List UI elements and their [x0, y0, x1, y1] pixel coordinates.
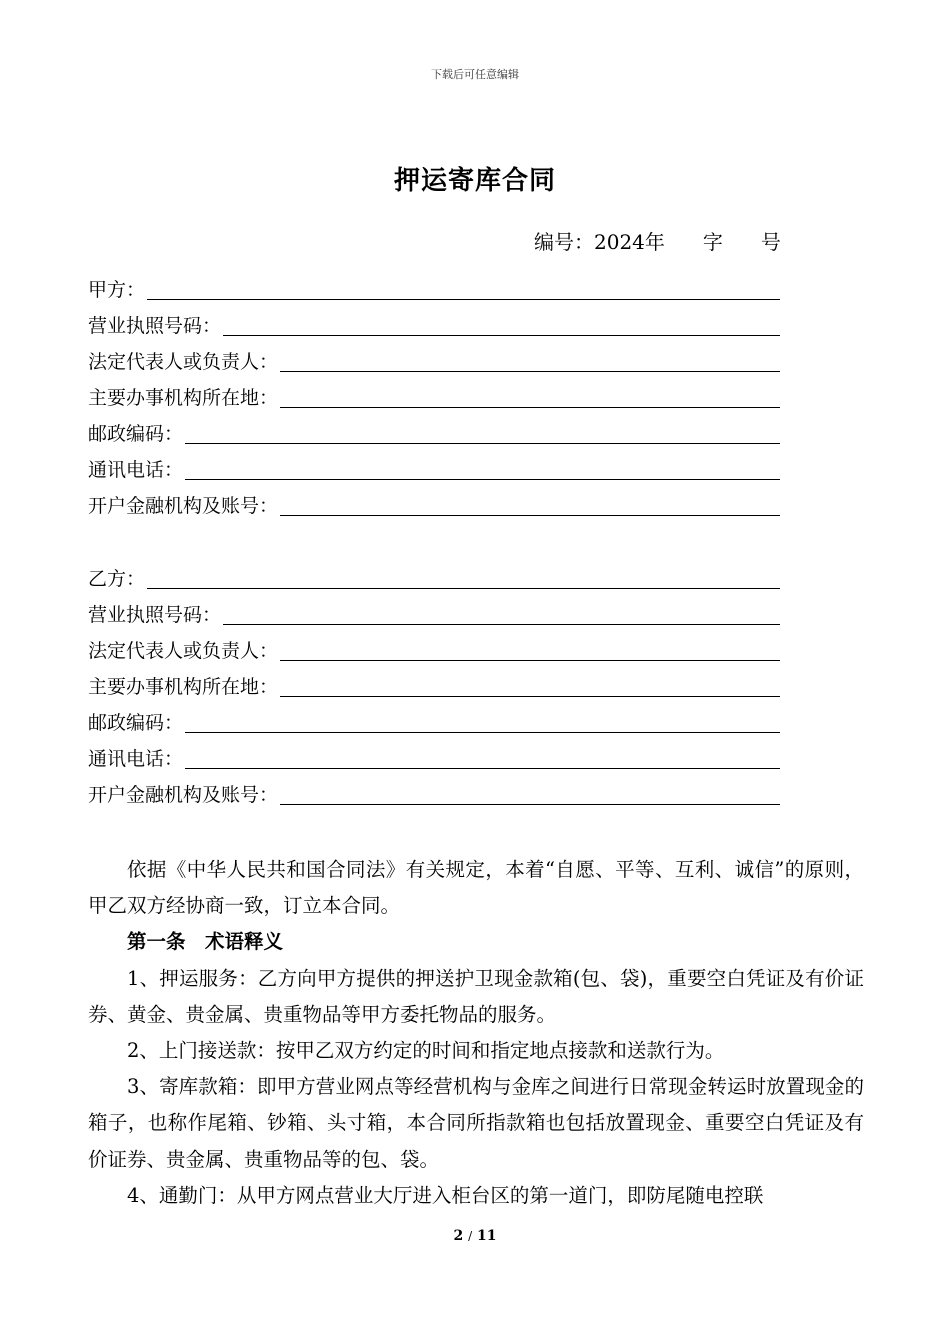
fill-line[interactable]: [280, 351, 780, 372]
article-1-item-2: 2、上门接送款：按甲乙双方约定的时间和指定地点接款和送款行为。: [127, 1039, 725, 1063]
party-a-fields: [88, 266, 780, 518]
current-page: 2: [453, 1228, 464, 1244]
party-a-representative-field[interactable]: [88, 338, 780, 374]
party-b-bank-field[interactable]: [88, 771, 780, 807]
field-label: 开户金融机构及账号：: [88, 495, 279, 517]
article-1-item-4: 4、通勤门：从甲方网点营业大厅进入柜台区的第一道门，即防尾随电控联: [127, 1183, 764, 1207]
party-a-address-field[interactable]: [88, 374, 780, 410]
fill-line[interactable]: [185, 712, 780, 733]
total-pages: 11: [477, 1228, 497, 1244]
field-label: 乙方：: [88, 568, 146, 590]
page-number: [0, 1228, 950, 1244]
number-hao: 号: [760, 230, 781, 254]
document-title: 押运寄库合同: [393, 166, 556, 196]
party-b-phone-field[interactable]: [88, 735, 780, 771]
article-1-heading: 第一条 术语释义: [127, 930, 284, 954]
fill-line[interactable]: [280, 784, 780, 805]
field-label: 主要办事机构所在地：: [88, 676, 279, 698]
fill-line[interactable]: [280, 495, 780, 516]
party-a-postcode-field[interactable]: [88, 410, 780, 446]
party-b-address-field[interactable]: [88, 663, 780, 699]
field-label: 邮政编码：: [88, 423, 184, 445]
field-label: 营业执照号码：: [88, 604, 222, 626]
article-1-item-3: 3、寄库款箱：即甲方营业网点等经营机构与金库之间进行日常现金转运时放置现金的箱子，也称作尾箱、钞箱、头寸箱，本合同所指款箱也包括放置现金、重要空白凭证及有价证券、贵金属、贵重物品等的包、袋。: [88, 1075, 864, 1171]
fill-line[interactable]: [280, 387, 780, 408]
field-label: 开户金融机构及账号：: [88, 784, 279, 806]
party-a-phone-field[interactable]: [88, 446, 780, 482]
party-a-license-field[interactable]: [88, 302, 780, 338]
fill-line[interactable]: [280, 640, 780, 661]
intro-paragraph: 依据《中华人民共和国合同法》有关规定，本着“自愿、平等、互利、诚信”的原则，甲乙双方经协商一致，订立本合同。: [88, 858, 864, 918]
field-label: 主要办事机构所在地：: [88, 387, 279, 409]
fill-line[interactable]: [223, 315, 780, 336]
field-label: 邮政编码：: [88, 712, 184, 734]
field-label: 甲方：: [88, 279, 146, 301]
party-b-name-field[interactable]: [88, 555, 780, 591]
page-separator: /: [468, 1229, 473, 1243]
field-label: 法定代表人或负责人：: [88, 351, 279, 373]
fill-line[interactable]: [185, 748, 780, 769]
field-label: 法定代表人或负责人：: [88, 640, 279, 662]
field-label: 通讯电话：: [88, 459, 184, 481]
fill-line[interactable]: [185, 423, 780, 444]
party-a-name-field[interactable]: [88, 266, 780, 302]
fill-line[interactable]: [280, 676, 780, 697]
fill-line[interactable]: [223, 604, 780, 625]
party-b-representative-field[interactable]: [88, 627, 780, 663]
contract-body: [88, 852, 864, 1214]
fill-line[interactable]: [147, 568, 780, 589]
fill-line[interactable]: [147, 279, 780, 300]
header-note: 下载后可任意编辑: [431, 68, 519, 81]
contract-number: [534, 226, 781, 255]
number-prefix: 编号：2024年: [534, 230, 665, 254]
party-a-bank-field[interactable]: [88, 482, 780, 518]
article-1-item-1: 1、押运服务：乙方向甲方提供的押送护卫现金款箱(包、袋)，重要空白凭证及有价证券、黄金、贵金属、贵重物品等甲方委托物品的服务。: [88, 966, 864, 1026]
party-b-fields: [88, 555, 780, 807]
field-label: 通讯电话：: [88, 748, 184, 770]
party-b-license-field[interactable]: [88, 591, 780, 627]
field-label: 营业执照号码：: [88, 315, 222, 337]
party-b-postcode-field[interactable]: [88, 699, 780, 735]
fill-line[interactable]: [185, 459, 780, 480]
number-zi: 字: [702, 230, 723, 254]
